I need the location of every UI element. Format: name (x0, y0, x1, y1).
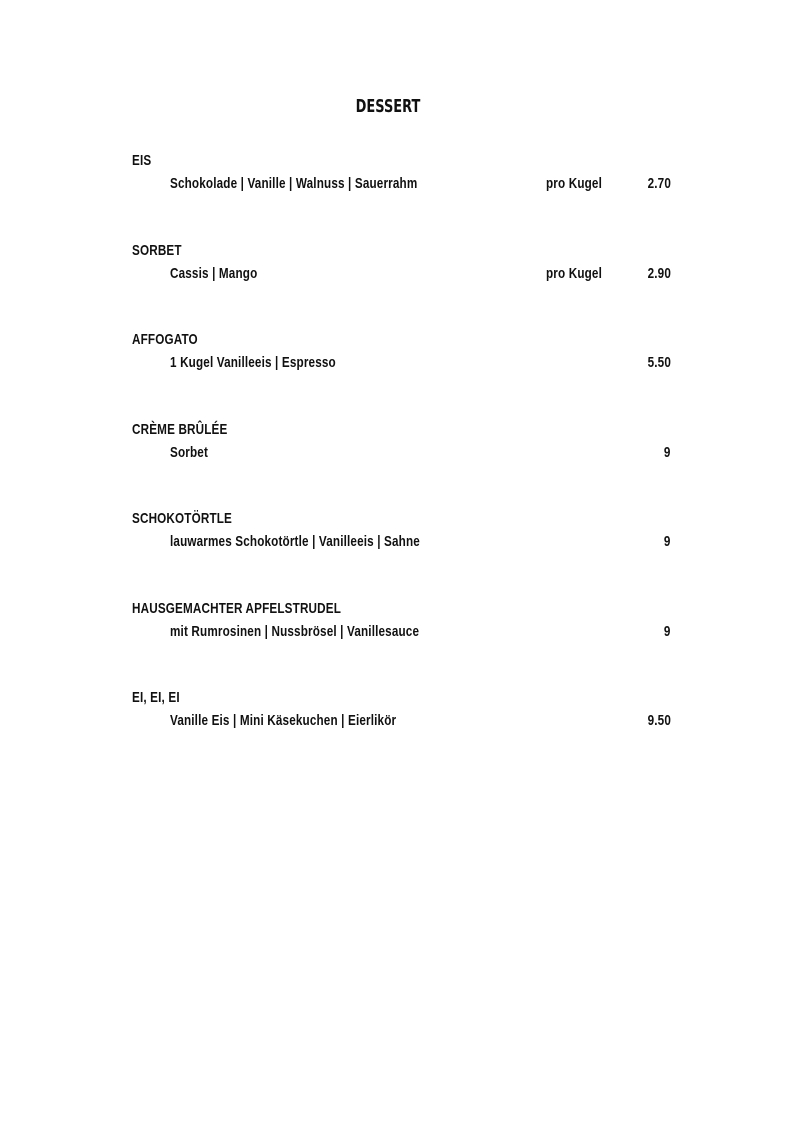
item-description: Schokolade | Vanille | Walnuss | Sauerrahm (170, 175, 418, 192)
item-name: SCHOKOTÖRTLE (132, 510, 233, 527)
item-name: AFFOGATO (132, 331, 198, 348)
item-name: EIS (132, 152, 152, 169)
item-price: 9 (664, 622, 671, 640)
menu-item (132, 330, 672, 420)
item-unit: pro Kugel (546, 175, 603, 192)
item-price: 2.90 (647, 264, 671, 282)
item-description: Sorbet (170, 443, 209, 461)
item-name: SORBET (132, 241, 182, 259)
menu-item (132, 599, 672, 689)
item-price: 9 (664, 443, 671, 461)
item-description: mit Rumrosinen | Nussbrösel | Vanillesauce (170, 622, 420, 640)
menu-item (132, 420, 672, 510)
menu-item (132, 151, 672, 241)
item-description: lauwarmes Schokotörtle | Vanilleeis | Sahne (170, 533, 420, 550)
menu-item (132, 509, 672, 599)
item-price: 9 (664, 533, 671, 550)
item-price: 9.50 (647, 712, 671, 729)
item-price: 5.50 (647, 354, 671, 371)
item-description: 1 Kugel Vanilleeis | Espresso (170, 354, 336, 371)
item-name: HAUSGEMACHTER APFELSTRUDEL (132, 599, 342, 617)
menu-item (132, 688, 672, 778)
item-name: EI, EI, EI (132, 689, 180, 706)
item-description: Cassis | Mango (170, 264, 258, 282)
dessert-menu-list (132, 151, 672, 778)
page-title: DESSERT (355, 96, 421, 117)
menu-item (132, 241, 672, 331)
item-description: Vanille Eis | Mini Käsekuchen | Eierlikör (170, 712, 397, 729)
item-unit: pro Kugel (546, 264, 603, 282)
item-price: 2.70 (647, 175, 671, 192)
item-name: CRÈME BRÛLÉE (132, 420, 228, 438)
